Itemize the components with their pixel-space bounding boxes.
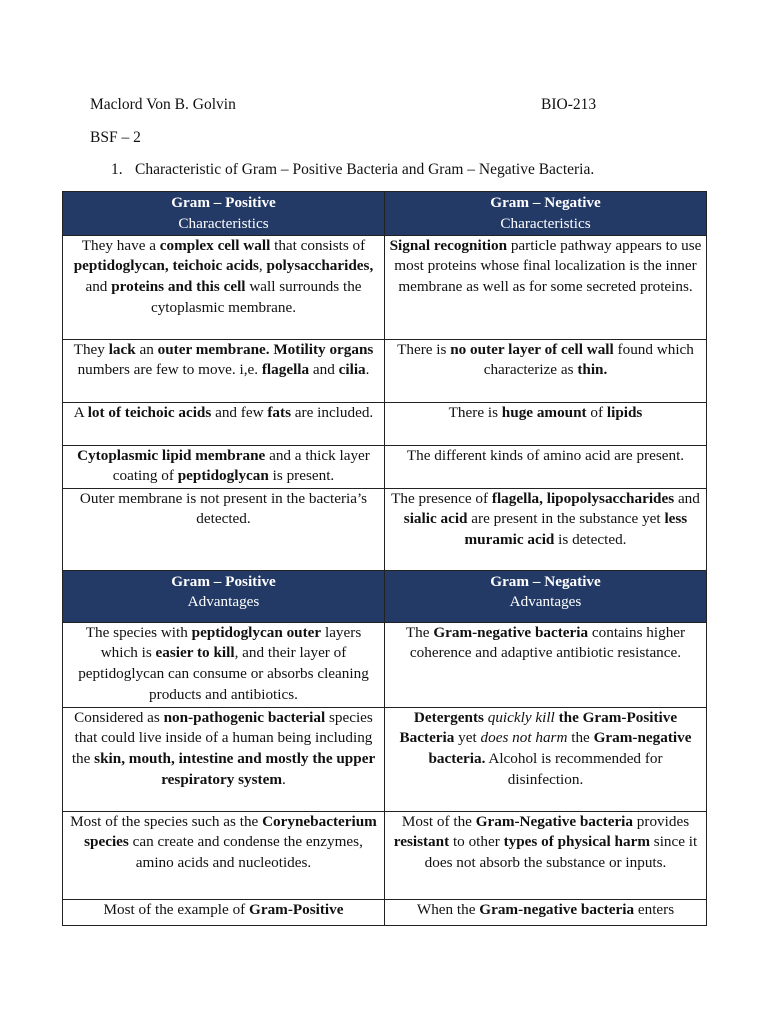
question-heading: [111, 161, 594, 179]
course-code: BIO-213: [541, 96, 597, 113]
table-row: [63, 707, 707, 811]
cell-negative: Signal recognition particle pathway appears to use most proteins whose final localization is the inner membrane as well as for some secreted proteins.: [385, 235, 707, 339]
table-row: [63, 402, 707, 445]
cell-negative: The different kinds of amino acid are present.: [385, 445, 707, 488]
table-header-row: [63, 192, 707, 236]
cell-negative: There is huge amount of lipids: [385, 402, 707, 445]
table-row: [63, 445, 707, 488]
cell-negative: The presence of flagella, lipopolysaccharides and sialic acid are present in the substance yet less muramic acid is detected.: [385, 488, 707, 570]
header-cell-negative: Gram – Negative Characteristics: [385, 192, 707, 236]
table-row: [63, 622, 707, 707]
table-row: [63, 899, 707, 925]
question-number: 1.: [111, 161, 123, 178]
cell-negative: When the Gram-negative bacteria enters: [385, 899, 707, 925]
section-label: BSF – 2: [90, 129, 141, 146]
table-header-row: [63, 570, 707, 622]
cell-positive: Cytoplasmic lipid membrane and a thick layer coating of peptidoglycan is present.: [63, 445, 385, 488]
cell-positive: Considered as non-pathogenic bacterial species that could live inside of a human being including the skin, mouth, intestine and mostly the upper respiratory system.: [63, 707, 385, 811]
table-row: [63, 811, 707, 899]
table-row: [63, 235, 707, 339]
header-cell-positive: Gram – Positive Advantages: [63, 570, 385, 622]
cell-negative: Most of the Gram-Negative bacteria provides resistant to other types of physical harm since it does not absorb the substance or inputs.: [385, 811, 707, 899]
header-cell-positive: Gram – Positive Characteristics: [63, 192, 385, 236]
header-cell-negative: Gram – Negative Advantages: [385, 570, 707, 622]
cell-positive: They have a complex cell wall that consists of peptidoglycan, teichoic acids, polysaccharides, and proteins and this cell wall surrounds the cytoplasmic membrane.: [63, 235, 385, 339]
cell-negative: There is no outer layer of cell wall found which characterize as thin.: [385, 339, 707, 402]
cell-positive: They lack an outer membrane. Motility organs numbers are few to move. i,e. flagella and cilia.: [63, 339, 385, 402]
cell-positive: The species with peptidoglycan outer layers which is easier to kill, and their layer of peptidoglycan can consume or absorbs cleaning products and antibiotics.: [63, 622, 385, 707]
comparison-table: [62, 191, 707, 926]
cell-positive: Most of the species such as the Corynebacterium species can create and condense the enzymes, amino acids and nucleotides.: [63, 811, 385, 899]
cell-positive: Outer membrane is not present in the bacteria’s detected.: [63, 488, 385, 570]
cell-positive: A lot of teichoic acids and few fats are included.: [63, 402, 385, 445]
cell-negative: The Gram-negative bacteria contains higher coherence and adaptive antibiotic resistance.: [385, 622, 707, 707]
table-row: [63, 488, 707, 570]
cell-negative: Detergents quickly kill the Gram-Positive Bacteria yet does not harm the Gram-negative bacteria. Alcohol is recommended for disinfection.: [385, 707, 707, 811]
author-name: Maclord Von B. Golvin: [90, 96, 236, 113]
table-row: [63, 339, 707, 402]
question-text: Characteristic of Gram – Positive Bacteria and Gram – Negative Bacteria.: [135, 161, 595, 178]
cell-positive: Most of the example of Gram-Positive: [63, 899, 385, 925]
